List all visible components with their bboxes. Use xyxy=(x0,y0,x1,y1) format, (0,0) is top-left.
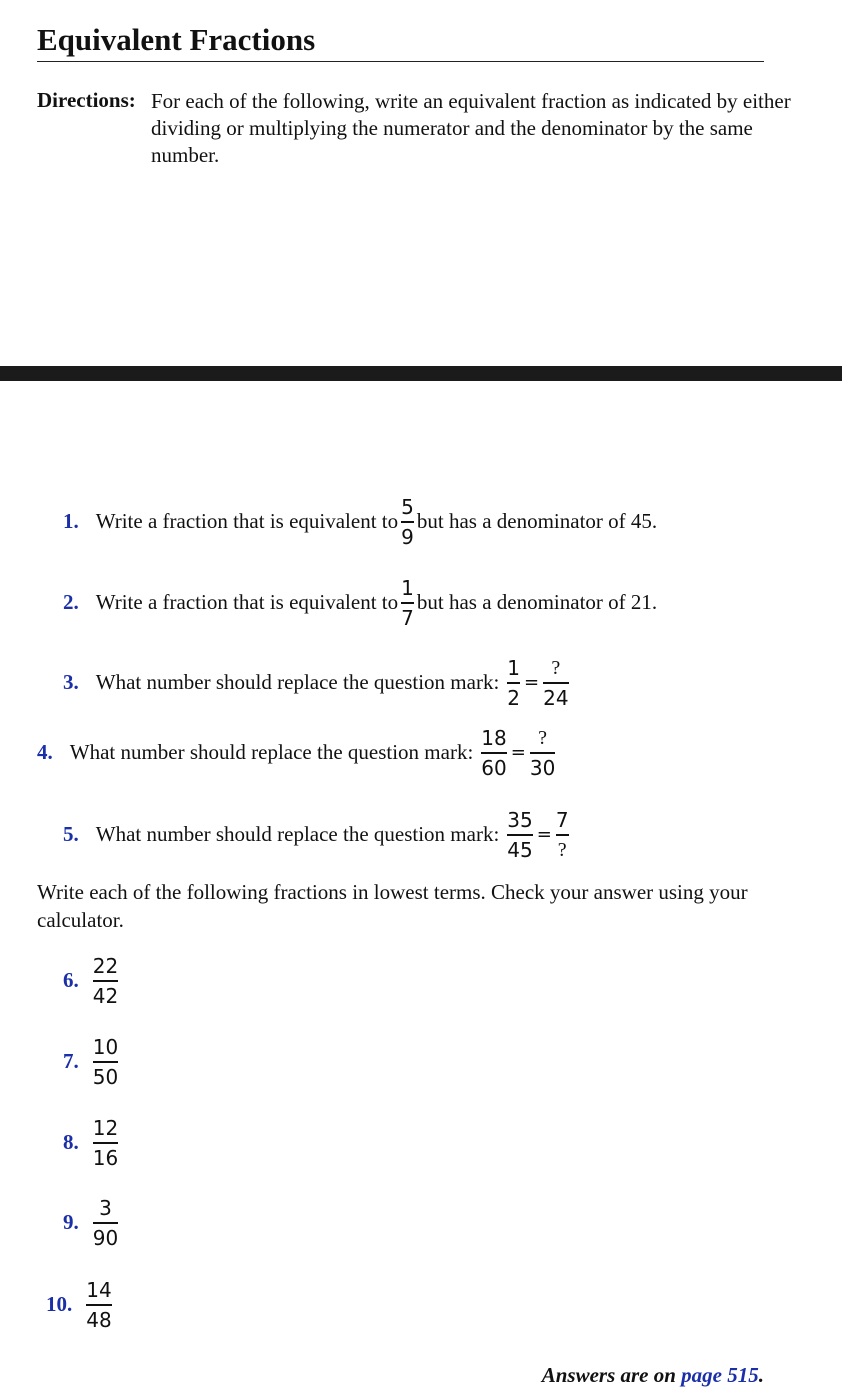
numerator: 22 xyxy=(92,954,119,978)
denominator: ? xyxy=(557,838,567,861)
denominator: 7 xyxy=(401,605,414,630)
left-fraction xyxy=(481,727,506,779)
problem-number: 3. xyxy=(63,670,79,695)
problem-5 xyxy=(63,809,572,861)
equals-sign: = xyxy=(510,742,526,764)
title-underline xyxy=(37,61,764,62)
left-fraction xyxy=(507,809,532,861)
numerator: 1 xyxy=(507,656,521,680)
fraction-bar xyxy=(93,980,118,982)
problem-number: 2. xyxy=(63,590,79,615)
problem-number: 10. xyxy=(46,1292,73,1317)
problem-number: 8. xyxy=(63,1130,79,1155)
fraction xyxy=(93,1117,118,1169)
problem-suffix: but has a denominator of 45. xyxy=(416,509,658,534)
answers-note xyxy=(542,1363,764,1388)
denominator: 90 xyxy=(92,1225,119,1250)
fraction-bar xyxy=(481,752,506,754)
page-title: Equivalent Fractions xyxy=(37,22,316,57)
fraction-bar xyxy=(530,752,555,754)
fraction-bar xyxy=(93,1222,118,1224)
problem-prefix: Write a fraction that is equivalent to xyxy=(95,590,399,615)
numerator: 14 xyxy=(86,1278,112,1302)
right-fraction xyxy=(556,809,569,861)
fraction-bar xyxy=(401,602,414,604)
denominator: 45 xyxy=(507,837,533,862)
answers-page-link[interactable]: page 515 xyxy=(681,1363,759,1387)
problem-number: 1. xyxy=(63,509,79,534)
numerator: 5 xyxy=(401,495,414,519)
right-fraction xyxy=(530,727,555,779)
lowest-terms-item-7 xyxy=(63,1036,121,1088)
answers-note-end: . xyxy=(758,1363,764,1387)
problem-number: 7. xyxy=(63,1049,79,1074)
numerator: 12 xyxy=(92,1116,119,1140)
equals-sign: = xyxy=(524,672,540,694)
denominator: 60 xyxy=(481,755,507,780)
problem-number: 9. xyxy=(63,1210,79,1235)
denominator: 2 xyxy=(507,685,521,710)
lowest-terms-item-9 xyxy=(63,1197,121,1249)
fraction-bar xyxy=(507,682,520,684)
lowest-terms-item-8 xyxy=(63,1117,121,1169)
problem-1 xyxy=(63,496,657,548)
problem-prefix: What number should replace the question mark: xyxy=(69,740,474,765)
numerator: 18 xyxy=(481,726,507,750)
denominator: 42 xyxy=(92,983,119,1008)
denominator: 30 xyxy=(529,755,556,780)
denominator: 48 xyxy=(86,1307,112,1332)
denominator: 24 xyxy=(543,685,569,710)
problem-prefix: What number should replace the question mark: xyxy=(95,822,500,847)
problem-prefix: What number should replace the question mark: xyxy=(95,670,500,695)
numerator: 3 xyxy=(99,1196,112,1220)
problem-3 xyxy=(63,657,572,709)
problem-number: 6. xyxy=(63,968,79,993)
equals-sign: = xyxy=(536,824,552,846)
section-divider xyxy=(0,366,842,381)
problem-2 xyxy=(63,577,657,629)
fraction-bar xyxy=(401,521,414,523)
answers-note-text: Answers are on xyxy=(541,1363,676,1387)
numerator: 1 xyxy=(401,576,414,600)
problem-prefix: Write a fraction that is equivalent to xyxy=(95,509,399,534)
numerator: ? xyxy=(538,727,548,749)
denominator: 16 xyxy=(92,1145,119,1170)
fraction-bar xyxy=(93,1142,118,1144)
fraction xyxy=(93,1197,118,1249)
numerator: 10 xyxy=(92,1035,119,1059)
left-fraction xyxy=(507,657,520,709)
directions-label: Directions: xyxy=(37,88,136,112)
numerator: 35 xyxy=(507,808,533,832)
directions-text: For each of the following, write an equivalent fraction as indicated by either dividing or multiplying the numerator and the denominator by the same number. xyxy=(151,89,791,167)
right-fraction xyxy=(543,657,568,709)
lowest-terms-item-6 xyxy=(63,955,121,1007)
fraction xyxy=(401,577,414,629)
problem-suffix: but has a denominator of 21. xyxy=(416,590,658,615)
numerator: ? xyxy=(551,657,561,679)
denominator: 9 xyxy=(401,524,414,549)
fraction xyxy=(401,496,414,548)
fraction-bar xyxy=(507,834,532,836)
fraction xyxy=(86,1279,111,1331)
fraction xyxy=(93,955,118,1007)
lowest-terms-instructions: Write each of the following fractions in lowest terms. Check your answer using your calculator. xyxy=(37,880,748,932)
fraction-bar xyxy=(556,834,569,836)
fraction-bar xyxy=(543,682,568,684)
problem-number: 4. xyxy=(37,740,53,765)
lowest-terms-item-10 xyxy=(46,1279,115,1331)
fraction-bar xyxy=(93,1061,118,1063)
problem-4 xyxy=(37,727,558,779)
denominator: 50 xyxy=(92,1064,119,1089)
numerator: 7 xyxy=(555,808,569,832)
problem-number: 5. xyxy=(63,822,79,847)
fraction xyxy=(93,1036,118,1088)
fraction-bar xyxy=(86,1304,111,1306)
